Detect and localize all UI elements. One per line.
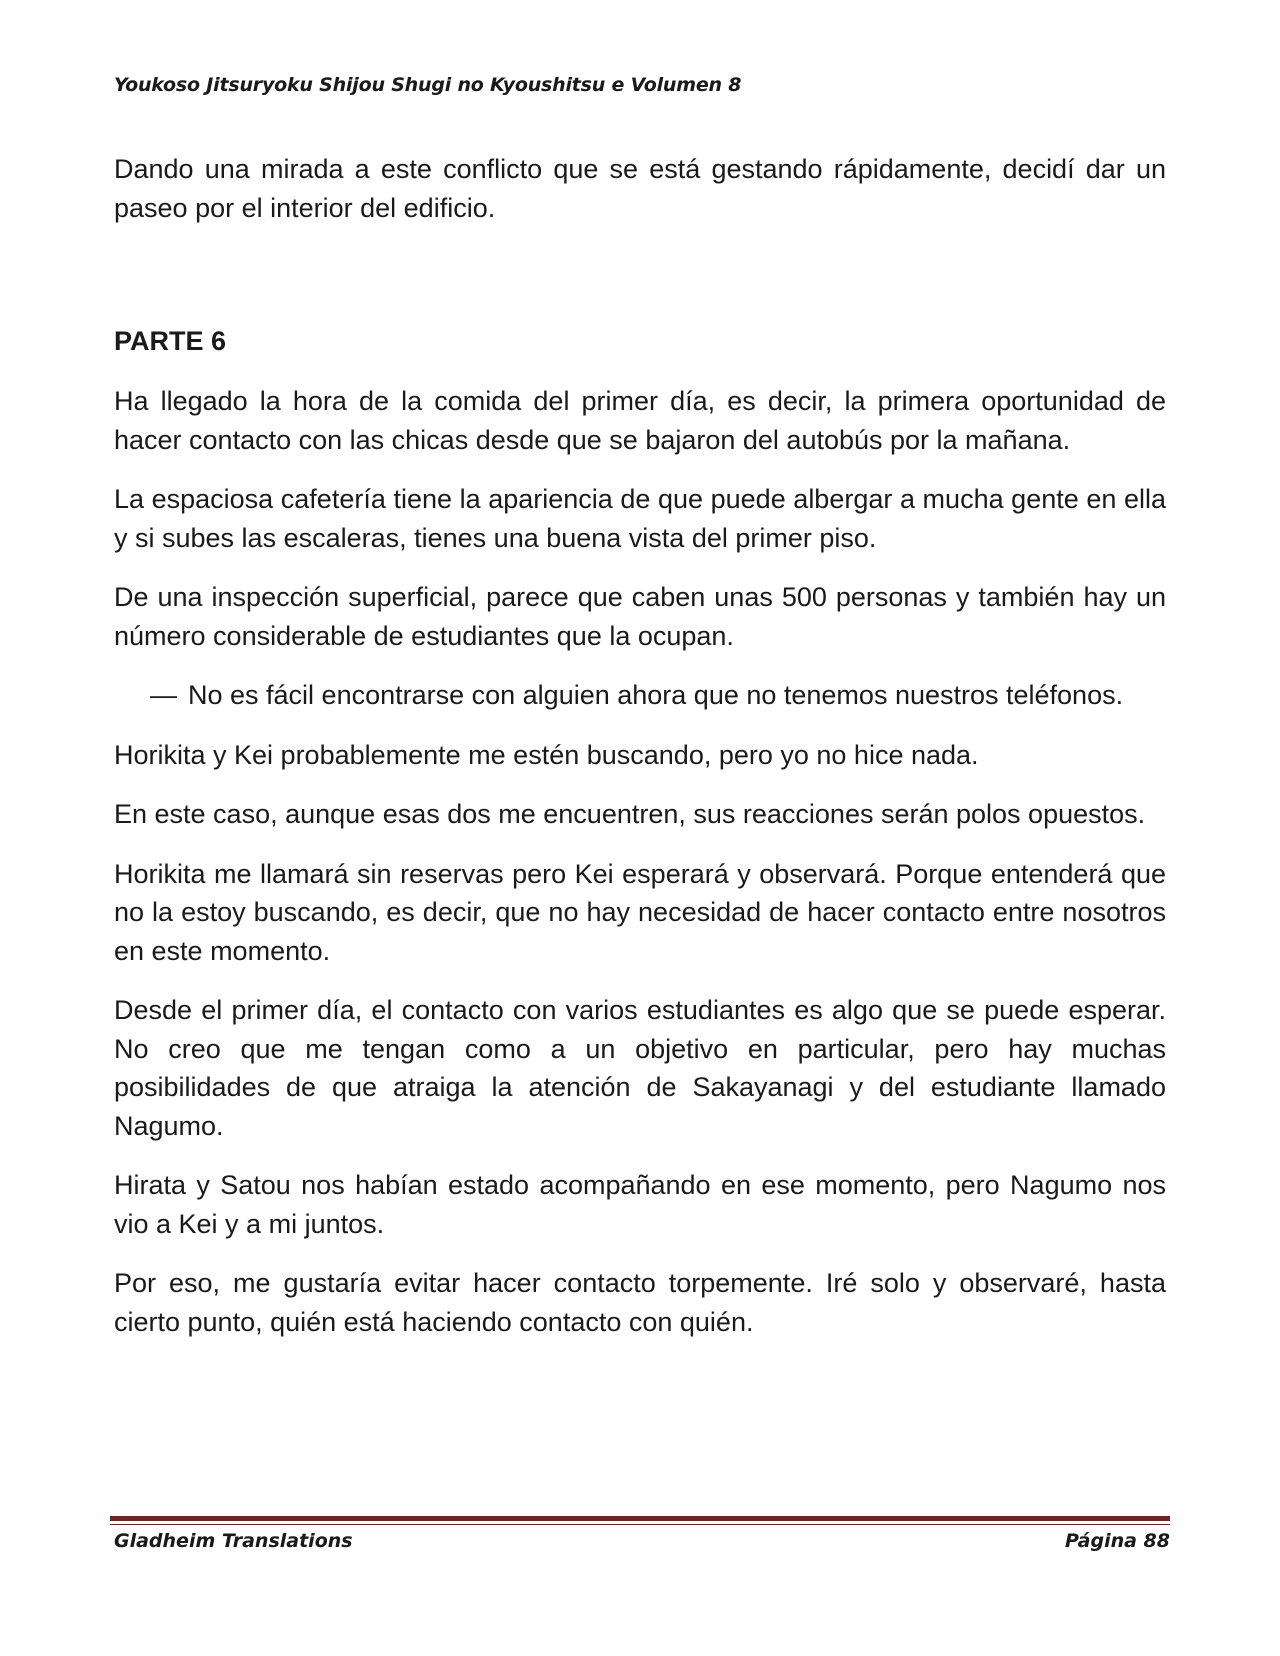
dialogue-line: [150, 676, 1166, 715]
page-body: [114, 150, 1166, 1362]
paragraph: Desde el primer día, el contacto con varios estudiantes es algo que se puede esperar. No creo que me tengan como a un objetivo en particular, pero hay muchas posibilidades de que atraiga la atención de Sakayanagi y del estudiante llamado Nagumo.: [114, 995, 1166, 1141]
dialogue-dash: —: [150, 680, 177, 710]
paragraph: En este caso, aunque esas dos me encuentren, sus reacciones serán polos opuestos.: [114, 799, 1146, 829]
footer-rule: [110, 1516, 1170, 1521]
paragraph: Horikita me llamará sin reservas pero Kei esperará y observará. Porque entenderá que no la estoy buscando, es decir, que no hay necesidad de hacer contacto entre nosotros en este momento.: [114, 858, 1166, 966]
paragraph: Ha llegado la hora de la comida del primer día, es decir, la primera oportunidad de hacer contacto con las chicas desde que se bajaron del autobús por la mañana.: [114, 386, 1166, 455]
footer-rule-thin: [110, 1524, 1170, 1525]
section-spacer: [114, 248, 1166, 322]
footer-publisher: Gladheim Translations: [114, 1530, 353, 1552]
footer-page-number: Página 88: [1064, 1530, 1170, 1552]
dialogue-text: No es fácil encontrarse con alguien ahora que no tenemos nuestros teléfonos.: [188, 680, 1124, 710]
paragraph: Hirata y Satou nos habían estado acompañando en ese momento, pero Nagumo nos vio a Kei y a mi juntos.: [114, 1170, 1166, 1239]
intro-paragraph: Dando una mirada a este conflicto que se está gestando rápidamente, decidí dar un paseo por el interior del edificio.: [114, 154, 1166, 223]
paragraph: De una inspección superficial, parece que caben unas 500 personas y también hay un número considerable de estudiantes que la ocupan.: [114, 582, 1166, 651]
paragraph: La espaciosa cafetería tiene la apariencia de que puede albergar a mucha gente en ella y si subes las escaleras, tienes una buena vista del primer piso.: [114, 484, 1166, 553]
section-heading: PARTE 6: [114, 326, 227, 356]
running-header: Youkoso Jitsuryoku Shijou Shugi no Kyoushitsu e Volumen 8: [114, 74, 742, 96]
paragraph: Por eso, me gustaría evitar hacer contacto torpemente. Iré solo y observaré, hasta cierto punto, quién está haciendo contacto con quién.: [114, 1268, 1166, 1337]
paragraph: Horikita y Kei probablemente me estén buscando, pero yo no hice nada.: [114, 739, 979, 770]
